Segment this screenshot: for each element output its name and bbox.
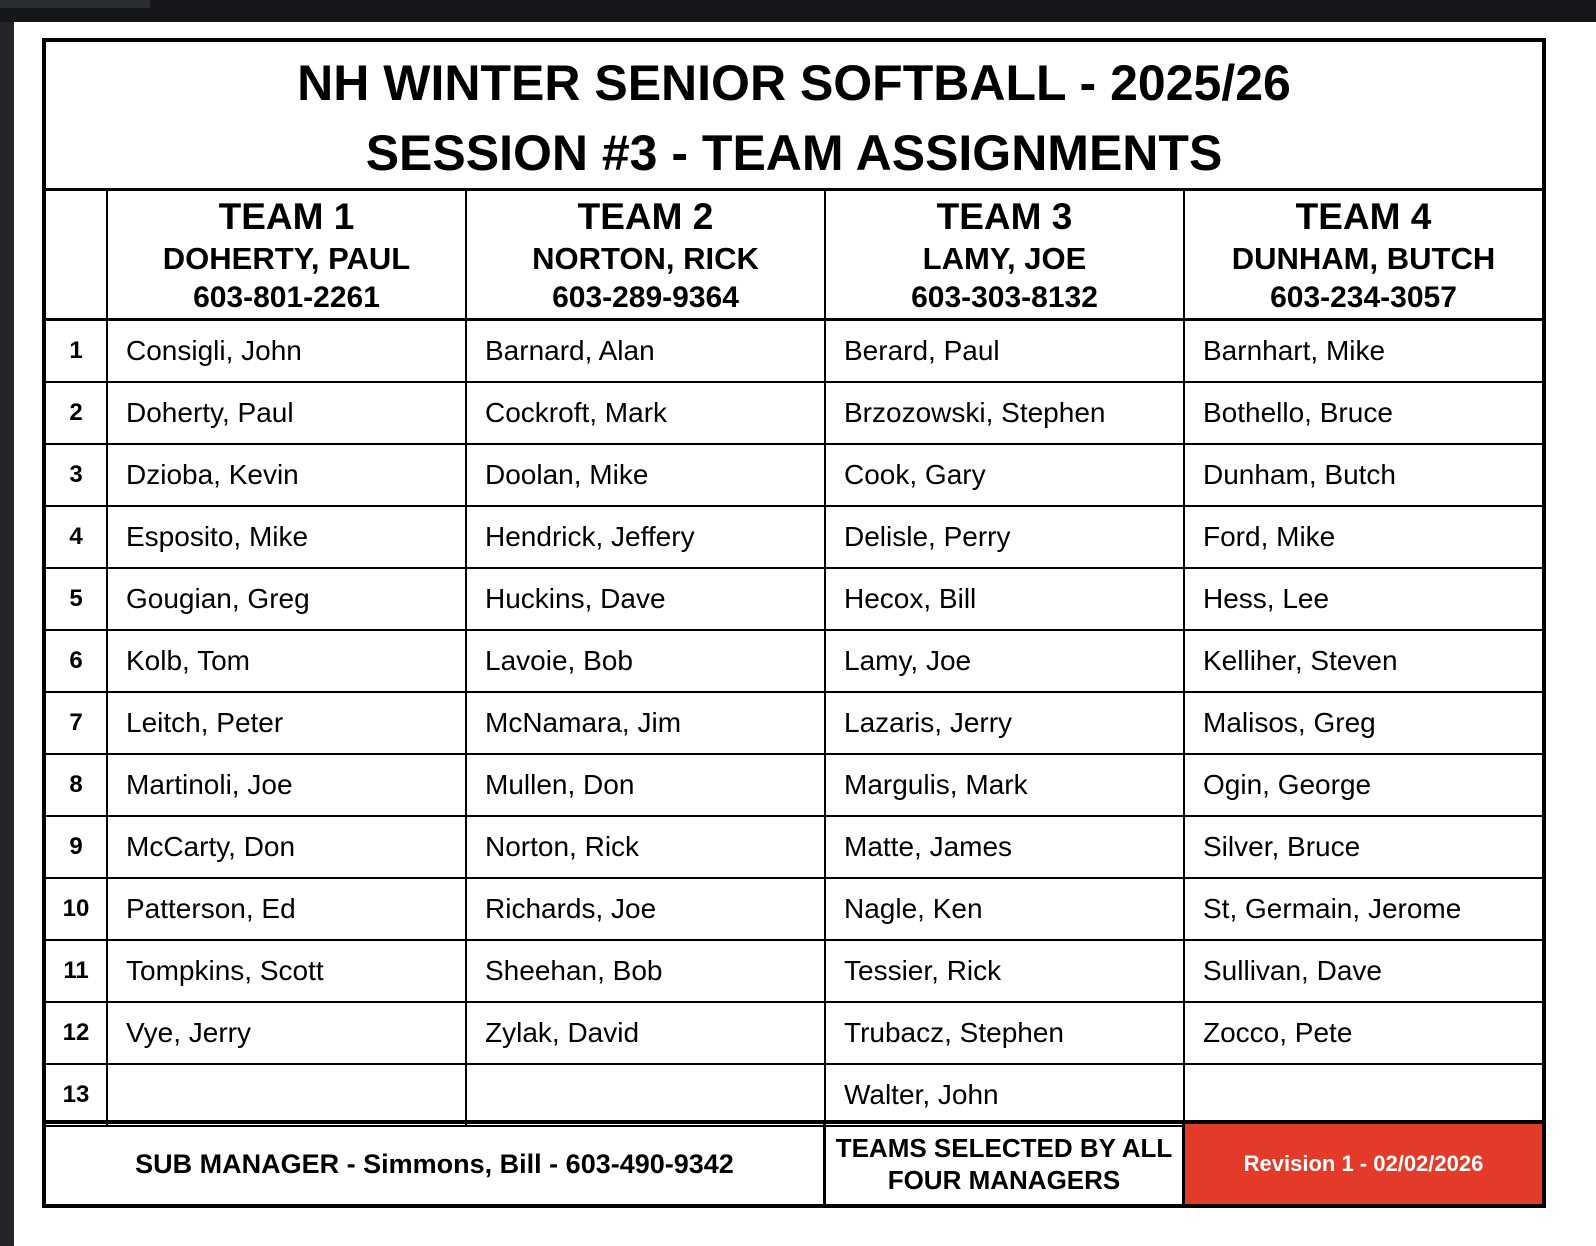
- player-cell-team-1: Dzioba, Kevin: [107, 444, 466, 506]
- player-cell-team-1: Esposito, Mike: [107, 506, 466, 568]
- row-number: 2: [46, 382, 107, 444]
- row-number: 10: [46, 878, 107, 940]
- row-number: 11: [46, 940, 107, 1002]
- table-row: [46, 692, 1542, 754]
- player-cell-team-3: Walter, John: [825, 1064, 1184, 1126]
- row-number: 1: [46, 320, 107, 383]
- player-cell-team-3: Lazaris, Jerry: [825, 692, 1184, 754]
- player-cell-team-4: Silver, Bruce: [1184, 816, 1542, 878]
- player-cell-team-2: Sheehan, Bob: [466, 940, 825, 1002]
- player-cell-team-4: Ford, Mike: [1184, 506, 1542, 568]
- team-phone: 603-801-2261: [193, 281, 380, 314]
- table-row: [46, 754, 1542, 816]
- player-cell-team-1: Gougian, Greg: [107, 568, 466, 630]
- roster-body: [46, 320, 1542, 1127]
- revision-badge: Revision 1 - 02/02/2026: [1185, 1124, 1542, 1204]
- player-cell-team-1: Kolb, Tom: [107, 630, 466, 692]
- selection-note-line-1: TEAMS SELECTED BY ALL: [835, 1133, 1173, 1163]
- team-4-header: [1184, 191, 1542, 320]
- team-2-header: [466, 191, 825, 320]
- table-row: [46, 444, 1542, 506]
- player-cell-team-3: Hecox, Bill: [825, 568, 1184, 630]
- team-name: TEAM 4: [1295, 196, 1432, 237]
- table-row: [46, 940, 1542, 1002]
- player-cell-team-1: Martinoli, Joe: [107, 754, 466, 816]
- player-cell-team-4: Sullivan, Dave: [1184, 940, 1542, 1002]
- player-cell-team-3: Nagle, Ken: [825, 878, 1184, 940]
- player-cell-team-2: Norton, Rick: [466, 816, 825, 878]
- player-cell-team-2: Cockroft, Mark: [466, 382, 825, 444]
- sheet-title: [46, 42, 1542, 191]
- player-cell-team-4: Malisos, Greg: [1184, 692, 1542, 754]
- player-cell-team-3: Brzozowski, Stephen: [825, 382, 1184, 444]
- table-row: [46, 1064, 1542, 1126]
- player-cell-team-3: Tessier, Rick: [825, 940, 1184, 1002]
- player-cell-team-4: Zocco, Pete: [1184, 1002, 1542, 1064]
- player-cell-team-3: Lamy, Joe: [825, 630, 1184, 692]
- window-top-bar: [0, 0, 1596, 22]
- player-cell-team-4: Bothello, Bruce: [1184, 382, 1542, 444]
- window-tab-strip: [0, 0, 150, 8]
- player-cell-team-1: McCarty, Don: [107, 816, 466, 878]
- row-number: 7: [46, 692, 107, 754]
- row-number: 6: [46, 630, 107, 692]
- player-cell-team-2: Mullen, Don: [466, 754, 825, 816]
- sub-manager-info: SUB MANAGER - Simmons, Bill - 603-490-9342: [46, 1124, 826, 1204]
- team-manager: LAMY, JOE: [922, 241, 1087, 276]
- player-cell-team-1: Tompkins, Scott: [107, 940, 466, 1002]
- team-manager: DUNHAM, BUTCH: [1231, 241, 1496, 276]
- player-cell-team-1: [107, 1064, 466, 1126]
- player-cell-team-2: [466, 1064, 825, 1126]
- row-number-header: [46, 191, 107, 320]
- roster-table: [46, 191, 1542, 1127]
- player-cell-team-2: Barnard, Alan: [466, 320, 825, 383]
- row-number: 8: [46, 754, 107, 816]
- player-cell-team-1: Vye, Jerry: [107, 1002, 466, 1064]
- player-cell-team-4: St, Germain, Jerome: [1184, 878, 1542, 940]
- team-phone: 603-303-8132: [911, 281, 1098, 314]
- player-cell-team-1: Patterson, Ed: [107, 878, 466, 940]
- row-number: 13: [46, 1064, 107, 1126]
- row-number: 4: [46, 506, 107, 568]
- player-cell-team-3: Margulis, Mark: [825, 754, 1184, 816]
- player-cell-team-1: Consigli, John: [107, 320, 466, 383]
- player-cell-team-2: Richards, Joe: [466, 878, 825, 940]
- player-cell-team-3: Delisle, Perry: [825, 506, 1184, 568]
- player-cell-team-4: [1184, 1064, 1542, 1126]
- team-manager: NORTON, RICK: [532, 241, 759, 276]
- title-line-2: SESSION #3 - TEAM ASSIGNMENTS: [365, 125, 1223, 181]
- table-row: [46, 630, 1542, 692]
- row-number: 9: [46, 816, 107, 878]
- player-cell-team-2: McNamara, Jim: [466, 692, 825, 754]
- player-cell-team-2: Doolan, Mike: [466, 444, 825, 506]
- player-cell-team-4: Barnhart, Mike: [1184, 320, 1542, 383]
- row-number: 5: [46, 568, 107, 630]
- player-cell-team-4: Dunham, Butch: [1184, 444, 1542, 506]
- player-cell-team-2: Huckins, Dave: [466, 568, 825, 630]
- team-assignments-sheet: [42, 38, 1546, 1208]
- player-cell-team-3: Matte, James: [825, 816, 1184, 878]
- row-number: 12: [46, 1002, 107, 1064]
- table-row: [46, 506, 1542, 568]
- player-cell-team-1: Leitch, Peter: [107, 692, 466, 754]
- player-cell-team-2: Zylak, David: [466, 1002, 825, 1064]
- player-cell-team-3: Cook, Gary: [825, 444, 1184, 506]
- row-number: 3: [46, 444, 107, 506]
- player-cell-team-1: Doherty, Paul: [107, 382, 466, 444]
- team-1-header: [107, 191, 466, 320]
- table-row: [46, 382, 1542, 444]
- selection-note: [826, 1124, 1185, 1204]
- player-cell-team-3: Berard, Paul: [825, 320, 1184, 383]
- selection-note-line-2: FOUR MANAGERS: [887, 1165, 1121, 1195]
- team-phone: 603-289-9364: [552, 281, 739, 314]
- team-name: TEAM 3: [936, 196, 1073, 237]
- title-line-1: NH WINTER SENIOR SOFTBALL - 2025/26: [297, 55, 1291, 111]
- player-cell-team-4: Ogin, George: [1184, 754, 1542, 816]
- table-row: [46, 320, 1542, 383]
- player-cell-team-2: Hendrick, Jeffery: [466, 506, 825, 568]
- sheet-footer: [46, 1120, 1542, 1204]
- table-row: [46, 816, 1542, 878]
- table-row: [46, 1002, 1542, 1064]
- team-header-row: [46, 191, 1542, 320]
- table-row: [46, 878, 1542, 940]
- team-phone: 603-234-3057: [1270, 281, 1457, 314]
- team-manager: DOHERTY, PAUL: [162, 241, 411, 276]
- player-cell-team-2: Lavoie, Bob: [466, 630, 825, 692]
- team-name: TEAM 2: [577, 196, 714, 237]
- team-3-header: [825, 191, 1184, 320]
- player-cell-team-4: Kelliher, Steven: [1184, 630, 1542, 692]
- team-name: TEAM 1: [218, 196, 355, 237]
- table-row: [46, 568, 1542, 630]
- document-page: [14, 22, 1596, 1246]
- player-cell-team-3: Trubacz, Stephen: [825, 1002, 1184, 1064]
- player-cell-team-4: Hess, Lee: [1184, 568, 1542, 630]
